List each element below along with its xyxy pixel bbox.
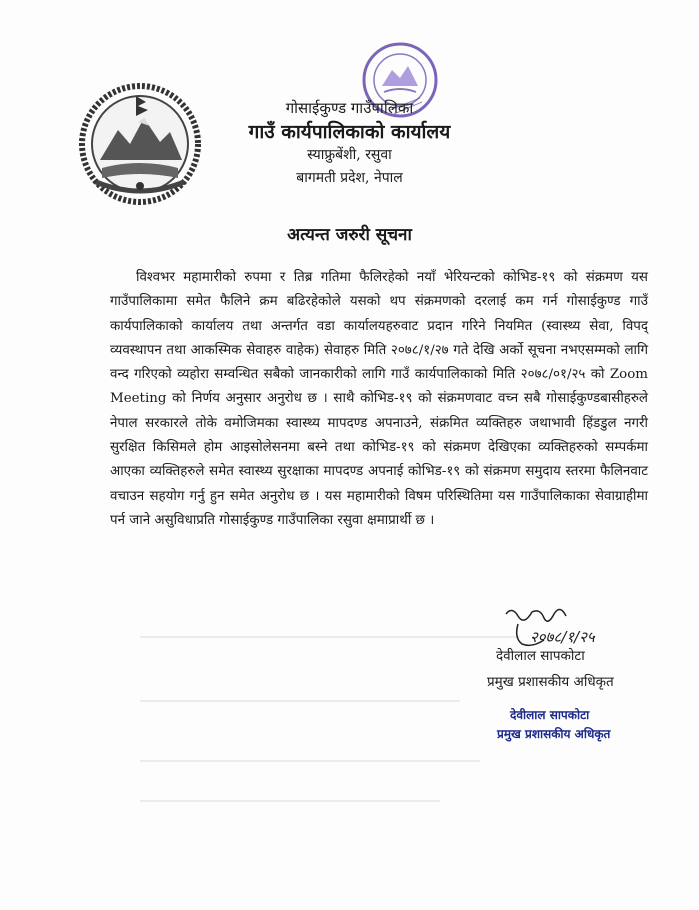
signatory-name: देवीलाल सापकोटा: [496, 648, 585, 664]
handwritten-date: २०७८/१/२५: [530, 628, 595, 646]
bleed-through-line: [140, 800, 440, 802]
notice-title: अत्यन्त जरुरी सूचना: [287, 225, 412, 245]
stamp-name: देवीलाल सापकोटा: [510, 708, 590, 722]
bleed-through-line: [140, 636, 520, 638]
bleed-through-line: [140, 700, 460, 702]
notice-body: विश्वभर महामारीको रुपमा र तिब्र गतिमा फैलिरहेको नयाँ भेरियन्टको कोभिड-१९ को संक्रमण यस गाउँपालिकामा समेत फैलिने क्रम बढिरहेकोले यसको थप संक्रमणको दरलाई कम गर्न गोसाईकुण्ड गाउँ कार्यपालिकाको कार्यालय तथा अन्तर्गत वडा कार्यालयहरुवाट प्रदान गरिने नियमित (स्वास्थ्य सेवा, विपद् व्यवस्थापन तथा आकस्मिक सेवाहरु वाहेक) सेवाहरु मिति २०७८/१/२७ गते देखि अर्को सूचना नभएसम्मको लागि वन्द गरिएको व्यहोरा सम्वन्धित सबैको जानकारीको लागि गाउँ कार्यपालिकाको मिति २०७८/०१/२५ को Zoom Meeting को निर्णय अनुसार अनुरोध छ । साथै कोभिड-१९ को संक्रमणवाट वच्न सबै गोसाईकुण्डबासीहरुले नेपाल सरकारले तोके वमोजिमका स्वास्थ्य मापदण्ड अपनाउने, संक्रमित व्यक्तिहरु जथाभावी हिंडडुल नगरी सुरक्षित किसिमले होम आइसोलेसनमा बस्ने तथा कोभिड-१९ को संक्रमण देखिएका व्यक्तिहरुको सम्पर्कमा आएका व्यक्तिहरुले समेत स्वास्थ्य सुरक्षाका मापदण्ड अपनाई कोभिड-१९ को संक्रमण समुदाय स्तरमा फैलिनवाट वचाउन सहयोग गर्नु हुन समेत अनुरोध छ । यस महामारीको विषम परिस्थितिमा यस गाउँपालिकाका सेवाग्राहीमा पर्न जाने असुविधाप्रति गोसाईकुण्ड गाउँपालिका रसुवा क्षमाप्रार्थी छ ।: [110, 270, 648, 528]
bleed-through-line: [140, 760, 480, 762]
office-name: गाउँ कार्यपालिकाको कार्यालय: [248, 121, 451, 143]
municipality-name: गोसाईकुण्ड गाउँपालिका: [285, 99, 414, 117]
office-location: स्याफ्रुबेंशी, रसुवा: [307, 147, 392, 163]
signatory-designation: प्रमुख प्रशासकीय अधिकृत: [487, 674, 614, 690]
province-line: बागमती प्रदेश, नेपाल: [296, 170, 403, 186]
handwritten-signature-icon: [492, 604, 640, 650]
stamp-designation: प्रमुख प्रशासकीय अधिकृत: [497, 727, 611, 741]
